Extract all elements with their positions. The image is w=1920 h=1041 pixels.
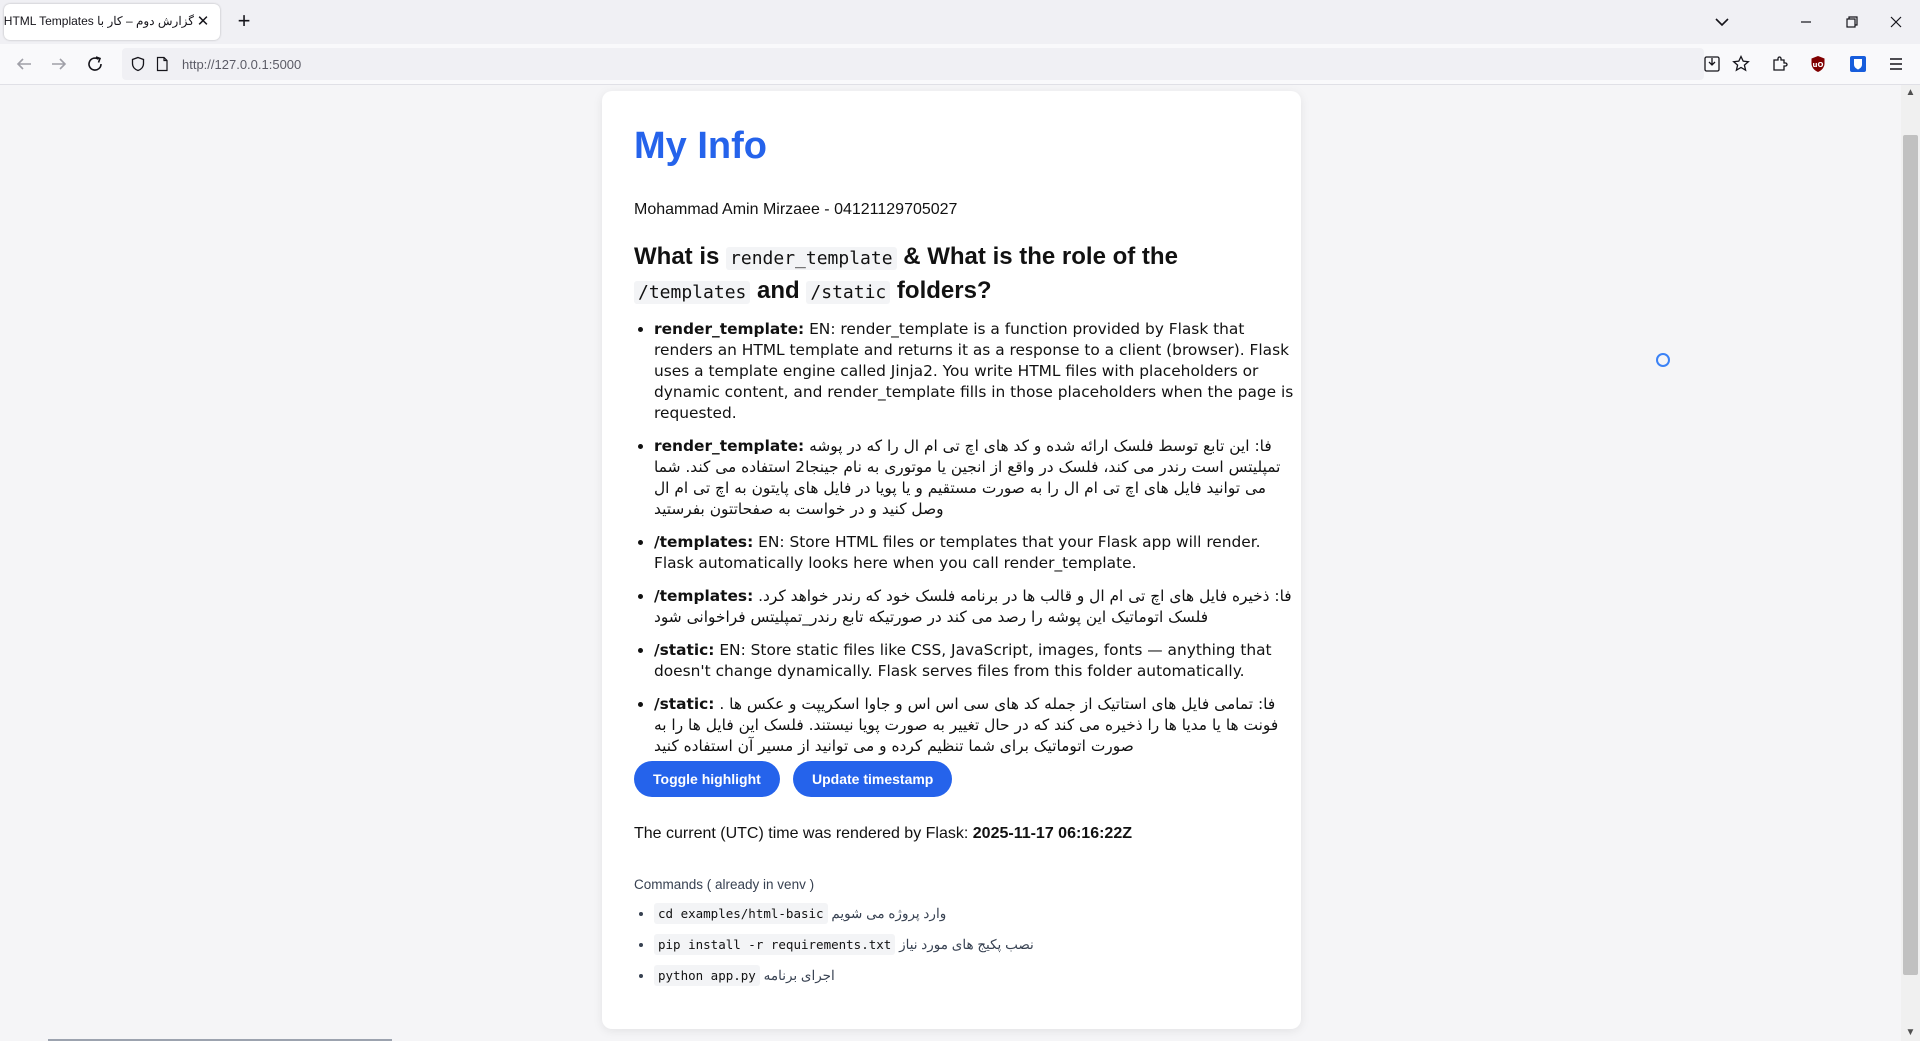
scroll-down-icon[interactable]: ▼: [1905, 1027, 1916, 1038]
code-static: /static: [806, 281, 890, 304]
list-item: • /static: EN: Store static files like CSS, JavaScript, images, fonts — anything that doesn't change dynamically. Flask serves files from this folder automatically.: [654, 640, 1294, 682]
list-item: [654, 903, 1294, 925]
vertical-scrollbar[interactable]: [1901, 85, 1920, 1041]
reload-icon[interactable]: [83, 52, 107, 76]
scroll-up-icon[interactable]: ▲: [1905, 87, 1916, 98]
forward-icon[interactable]: [47, 52, 71, 76]
url-text[interactable]: http://127.0.0.1:5000: [182, 57, 302, 72]
commands-title: Commands ( already in venv ): [634, 877, 815, 892]
new-tab-icon[interactable]: +: [237, 8, 251, 33]
list-item: • render_template: EN: render_template is a function provided by Flask that renders an HTML template and returns it as a response to a client (browser). Flask uses a template engine called Jinja2. You write HTML files with placeholders or dynamic content, and render_template fills in those placeholders when the page is requested.: [654, 319, 1294, 424]
toggle-highlight-button[interactable]: Toggle highlight: [634, 761, 780, 797]
save-to-pocket-icon[interactable]: [1702, 54, 1722, 74]
tab-bar: [0, 0, 1920, 44]
author-line: Mohammad Amin Mirzaee - 04121129705027: [634, 201, 958, 218]
list-item: [654, 965, 1294, 987]
list-item: • render_template: فا: این تابع توسط فلسک ارائه شده و کد های اچ تی ام ال را که در پوشه تمپلیتس است رندر می کند، فلسک در واقع از انجین یا موتوری به نام جینجا2 استفاده می کند. شما می توانید فایل های اچ تی ام ال را به صورت مستقیم و یا پویا در فایل های پایتون به اچ تی ام ال وصل کنید و در خواست به صفحاتتون بفرستید: [654, 436, 1294, 520]
extensions-puzzle-icon[interactable]: [1770, 54, 1790, 74]
restore-icon[interactable]: [1840, 10, 1864, 34]
list-item: • /templates: فا: ذخیره فایل های اچ تی ام ال و قالب ها در برنامه فلسک خود که رندر خواهد کرد. فلسک اتوماتیک این پوشه را رصد می کند در صورتیکه تابع رندر_تمپلیتس فراخوانی شود: [654, 586, 1294, 628]
list-item: • /templates: EN: Store HTML files or templates that your Flask app will render. Flask automatically looks here when you call render_template.: [654, 532, 1294, 574]
svg-text:uO: uO: [1812, 61, 1824, 69]
url-bar[interactable]: [122, 48, 1704, 80]
shield-icon[interactable]: [130, 56, 146, 72]
command-code: python app.py: [654, 965, 760, 986]
back-icon[interactable]: [12, 52, 36, 76]
tab-close-icon[interactable]: ✕: [196, 13, 210, 30]
ublock-icon[interactable]: [1808, 54, 1828, 74]
navigation-bar: [0, 44, 1920, 85]
minimize-icon[interactable]: [1794, 10, 1818, 34]
code-templates: /templates: [634, 281, 750, 304]
definition-list: [634, 319, 1294, 769]
page-title: My Info: [634, 125, 767, 167]
page-viewport: [0, 85, 1901, 1041]
command-note: اجرای برنامه: [763, 968, 835, 983]
question-heading: What is render_template & What is the role of the /templates and /static folders?: [634, 243, 1178, 304]
hamburger-menu-icon[interactable]: [1886, 54, 1906, 74]
commands-list: [634, 903, 1294, 996]
scrollbar-thumb[interactable]: [1903, 135, 1918, 975]
command-note: وارد پروژه می شویم: [831, 906, 947, 921]
content-card: [602, 91, 1301, 1029]
list-item: • /static: فا: تمامی فایل های استاتیک از جمله کد های سی اس اس و جاوا اسکریپت و عکس ها . فونت ها یا مدیا ها را ذخیره می کند که در حال تغییر به صورت پویا نیستند. فلسک این فایل ها را به صورت اتوماتیک برای شما تنظیم کرده و می توانید از مسیر آن استفاده کنید: [654, 694, 1294, 757]
command-code: cd examples/html-basic: [654, 903, 828, 924]
bitwarden-icon[interactable]: [1848, 54, 1868, 74]
code-render-template: render_template: [726, 247, 897, 270]
page-icon[interactable]: [154, 56, 170, 72]
list-all-tabs-icon[interactable]: [1710, 10, 1734, 34]
timestamp-line: The current (UTC) time was rendered by Flask: 2025-11-17 06:16:22Z: [634, 825, 1132, 842]
command-code: pip install -r requirements.txt: [654, 934, 895, 955]
command-note: نصب پکیج های مورد نیاز: [899, 937, 1034, 952]
timestamp-value: 2025-11-17 06:16:22Z: [972, 825, 1132, 842]
mouse-cursor: [1656, 353, 1670, 367]
bookmark-star-icon[interactable]: [1731, 54, 1751, 74]
list-item: [654, 934, 1294, 956]
close-window-icon[interactable]: [1884, 10, 1908, 34]
active-tab[interactable]: [4, 4, 220, 40]
update-timestamp-button[interactable]: Update timestamp: [793, 761, 952, 797]
tab-title: گزارش دوم – کار با HTML Templates: [3, 14, 194, 28]
